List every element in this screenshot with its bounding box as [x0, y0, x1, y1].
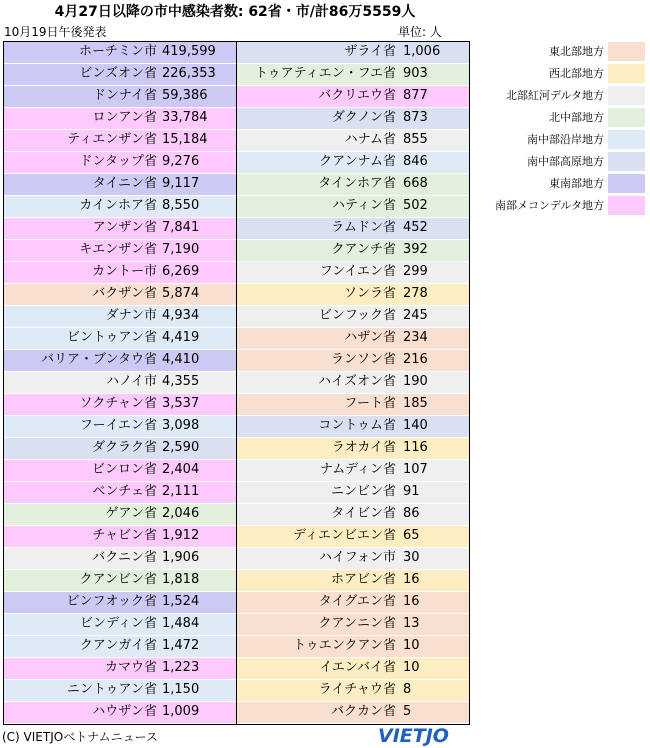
table-row: [4, 262, 236, 284]
legend-label: 北部紅河デルタ地方: [505, 89, 604, 102]
legend-item: [482, 173, 650, 194]
table-row: [4, 394, 236, 416]
region-name: ラオカイ省: [331, 440, 396, 455]
table-row: [4, 504, 236, 526]
announcement-date: 10月19日午後発表: [4, 25, 107, 39]
table-row: [4, 42, 236, 64]
case-count: 278: [403, 286, 428, 301]
table-row: [4, 548, 236, 570]
case-count: 13: [403, 616, 420, 631]
legend-swatch: [608, 64, 645, 83]
case-count: 16: [403, 594, 420, 609]
table-row: [4, 130, 236, 152]
region-name: タイグエン省: [318, 594, 396, 609]
case-count: 5,874: [162, 286, 200, 301]
table-row: [4, 196, 236, 218]
table-row: [4, 482, 236, 504]
region-name: ソンラ省: [343, 286, 396, 301]
region-name: フンイエン省: [319, 264, 396, 279]
table-row: [237, 284, 469, 306]
region-name: ホーチミン市: [78, 44, 157, 59]
region-name: ハウザン省: [92, 704, 157, 719]
region-name: バクリエウ省: [318, 88, 396, 103]
region-name: ニントゥアン省: [66, 682, 157, 697]
region-name: バクニン省: [92, 550, 157, 565]
region-name: ダナン市: [105, 308, 157, 323]
region-name: ビンフオック省: [66, 594, 157, 609]
region-name: ザライ省: [344, 44, 396, 59]
region-name: キエンザン省: [79, 242, 157, 257]
table-row: [237, 306, 469, 328]
legend-label: 南部メコンデルタ地方: [494, 199, 604, 212]
region-name: ドンタップ省: [79, 154, 157, 169]
table-row: [237, 658, 469, 680]
legend-label: 南中部沿岸地方: [527, 133, 604, 146]
case-count: 91: [403, 484, 420, 499]
case-count: 16: [403, 572, 420, 587]
case-count: 4,355: [162, 374, 200, 389]
region-name: ハイズオン省: [318, 374, 396, 389]
case-count: 190: [403, 374, 428, 389]
case-count: 216: [403, 352, 428, 367]
table-row: [237, 350, 469, 372]
region-name: クアンチ省: [331, 242, 396, 257]
case-count: 873: [403, 110, 428, 125]
region-name: ビントゥアン省: [66, 330, 157, 345]
case-count: 299: [403, 264, 428, 279]
table-row: [237, 240, 469, 262]
legend-label: 西北部地方: [549, 67, 604, 80]
case-count: 8: [403, 682, 412, 697]
case-count: 185: [403, 396, 428, 411]
region-name: ドンナイ省: [92, 88, 157, 103]
region-name: ハザン省: [344, 330, 396, 345]
table-row: [4, 438, 236, 460]
region-name: ダクノン省: [331, 110, 396, 125]
table-row: [237, 372, 469, 394]
legend-label: 東南部地方: [549, 177, 604, 190]
table-row: [4, 240, 236, 262]
case-count: 855: [403, 132, 428, 147]
table-row: [237, 42, 469, 64]
region-name: ハイフォン市: [319, 550, 396, 565]
legend-label: 南中部高原地方: [527, 155, 604, 168]
table-row: [237, 174, 469, 196]
table-row: [237, 680, 469, 702]
table-row: [4, 658, 236, 680]
table-row: [237, 570, 469, 592]
table-row: [4, 86, 236, 108]
table-row: [237, 328, 469, 350]
table-row: [4, 636, 236, 658]
case-count: 1,009: [162, 704, 200, 719]
region-name: ティエンザン省: [67, 132, 157, 147]
case-count: 10: [403, 638, 420, 653]
table-row: [237, 614, 469, 636]
table-row: [237, 702, 469, 724]
region-name: ゲアン省: [105, 506, 157, 521]
case-count: 107: [403, 462, 428, 477]
case-count: 7,841: [162, 220, 200, 235]
legend-item: [482, 129, 650, 150]
region-name: ベンチェ省: [92, 484, 157, 499]
region-name: カインホア省: [79, 198, 157, 213]
case-count: 3,098: [162, 418, 200, 433]
case-count: 392: [403, 242, 428, 257]
region-name: トゥエンクアン省: [293, 638, 396, 653]
table-row: [237, 636, 469, 658]
region-name: バリア・ブンタウ省: [41, 352, 157, 367]
region-name: ビンズオン省: [79, 66, 157, 81]
table-row: [4, 174, 236, 196]
region-name: ナムディン省: [319, 462, 396, 477]
table-row: [237, 416, 469, 438]
table-row: [237, 504, 469, 526]
table-row: [4, 108, 236, 130]
region-name: ハナム省: [344, 132, 396, 147]
case-count: 2,404: [162, 462, 200, 477]
region-name: ラムドン省: [331, 220, 396, 235]
table-row: [237, 482, 469, 504]
table-row: [4, 152, 236, 174]
case-count: 4,410: [162, 352, 200, 367]
table-row: [237, 592, 469, 614]
case-count: 5: [403, 704, 412, 719]
page-title: 4月27日以降の市中感染者数: 62省・市/計86万5559人: [54, 4, 416, 20]
table-row: [4, 416, 236, 438]
case-count: 15,184: [162, 132, 208, 147]
table-row: [4, 570, 236, 592]
legend-swatch: [608, 108, 645, 127]
region-name: チャビン省: [92, 528, 157, 543]
table-row: [237, 394, 469, 416]
case-count: 668: [403, 176, 428, 191]
table-row: [4, 680, 236, 702]
table-row: [237, 86, 469, 108]
case-count: 877: [403, 88, 428, 103]
region-name: クアンニン省: [318, 616, 396, 631]
case-count: 1,906: [162, 550, 200, 565]
table-row: [237, 196, 469, 218]
region-name: ビンロン省: [91, 462, 157, 477]
table-row: [237, 262, 469, 284]
legend-swatch: [608, 174, 645, 193]
region-name: ビンディン省: [80, 616, 157, 631]
table-row: [237, 460, 469, 482]
table-row: [237, 108, 469, 130]
case-count: 65: [403, 528, 420, 543]
region-name: クアンガイ省: [79, 638, 157, 653]
region-name: ハティン省: [332, 198, 396, 213]
case-count: 903: [403, 66, 428, 81]
region-name: バクカン省: [330, 704, 396, 719]
case-count: 59,386: [162, 88, 208, 103]
table-row: [4, 218, 236, 240]
region-name: トゥアティエン・フエ省: [255, 66, 396, 81]
table-row: [4, 592, 236, 614]
case-count: 226,353: [162, 66, 216, 81]
case-count: 452: [403, 220, 428, 235]
legend-swatch: [608, 130, 645, 149]
region-name: クアンナム省: [319, 154, 396, 169]
table-row: [4, 526, 236, 548]
case-count: 502: [403, 198, 428, 213]
region-name: ハノイ市: [106, 374, 157, 389]
region-name: カマウ省: [104, 660, 157, 675]
table-row: [237, 548, 469, 570]
table-row: [4, 460, 236, 482]
case-count: 8,550: [162, 198, 200, 213]
region-name: クアンビン省: [79, 572, 157, 587]
case-count: 7,190: [162, 242, 200, 257]
case-count: 30: [403, 550, 420, 565]
region-name: タイニン省: [92, 176, 157, 191]
case-count: 4,419: [162, 330, 200, 345]
case-count: 2,111: [162, 484, 200, 499]
table-row: [237, 526, 469, 548]
region-name: イエンバイ省: [319, 660, 396, 675]
case-count: 1,150: [162, 682, 200, 697]
legend-item: [482, 63, 650, 84]
region-name: ライチャウ省: [318, 682, 396, 697]
table-row: [4, 284, 236, 306]
case-count: 10: [403, 660, 420, 675]
case-count: 1,818: [162, 572, 200, 587]
region-name: ディエンビエン省: [293, 528, 396, 543]
table-row: [237, 64, 469, 86]
table-row: [4, 64, 236, 86]
table-row: [4, 614, 236, 636]
region-name: タインホア省: [318, 176, 396, 191]
legend-swatch: [608, 196, 645, 215]
region-name: バクザン省: [92, 286, 157, 301]
table-row: [4, 702, 236, 724]
unit-label: 単位: 人: [398, 25, 442, 39]
case-count: 234: [403, 330, 428, 345]
table-row: [237, 152, 469, 174]
case-count: 2,590: [162, 440, 200, 455]
table-row: [237, 130, 469, 152]
region-name: ビンフック省: [318, 308, 396, 323]
case-count: 1,912: [162, 528, 200, 543]
case-count: 1,524: [162, 594, 200, 609]
case-count: 86: [403, 506, 420, 521]
region-name: ホアビン省: [330, 572, 396, 587]
table-row: [237, 438, 469, 460]
region-name: ダクラク省: [91, 440, 157, 455]
region-name: コントゥム省: [318, 418, 396, 433]
case-count: 2,046: [162, 506, 200, 521]
legend-swatch: [608, 86, 645, 105]
region-name: ランソン省: [330, 352, 396, 367]
table-row: [4, 372, 236, 394]
legend-label: 北中部地方: [549, 111, 604, 124]
table-row: [4, 350, 236, 372]
case-count: 116: [403, 440, 428, 455]
region-name: カントー市: [91, 264, 157, 279]
case-count: 9,117: [162, 176, 200, 191]
legend-item: [482, 151, 650, 172]
case-count: 1,484: [162, 616, 200, 631]
case-count: 1,006: [403, 44, 441, 59]
case-count: 6,269: [162, 264, 200, 279]
copyright-credit: (C) VIETJOベトナムニュース: [2, 730, 159, 744]
table-row: [237, 218, 469, 240]
case-count: 846: [403, 154, 428, 169]
case-count: 140: [403, 418, 428, 433]
case-count: 33,784: [162, 110, 208, 125]
legend-item: [482, 41, 650, 62]
cases-table: [3, 41, 470, 725]
region-name: フート省: [344, 396, 396, 411]
case-count: 3,537: [162, 396, 200, 411]
region-name: タイビン省: [331, 506, 396, 521]
table-row: [4, 306, 236, 328]
case-count: 9,276: [162, 154, 200, 169]
vietjo-logo: VIETJO: [378, 725, 449, 747]
case-count: 4,934: [162, 308, 200, 323]
case-count: 1,223: [162, 660, 200, 675]
table-row: [4, 328, 236, 350]
case-count: 245: [403, 308, 428, 323]
region-name: フーイエン省: [79, 418, 157, 433]
region-name: ロンアン省: [92, 110, 157, 125]
region-name: ソクチャン省: [79, 396, 157, 411]
legend-item: [482, 195, 650, 216]
legend-swatch: [608, 42, 645, 61]
region-name: アンザン省: [92, 220, 157, 235]
case-count: 419,599: [162, 44, 216, 59]
legend-item: [482, 107, 650, 128]
case-count: 1,472: [162, 638, 200, 653]
legend-item: [482, 85, 650, 106]
legend-label: 東北部地方: [549, 45, 604, 58]
legend-swatch: [608, 152, 645, 171]
region-name: ニンビン省: [330, 484, 396, 499]
